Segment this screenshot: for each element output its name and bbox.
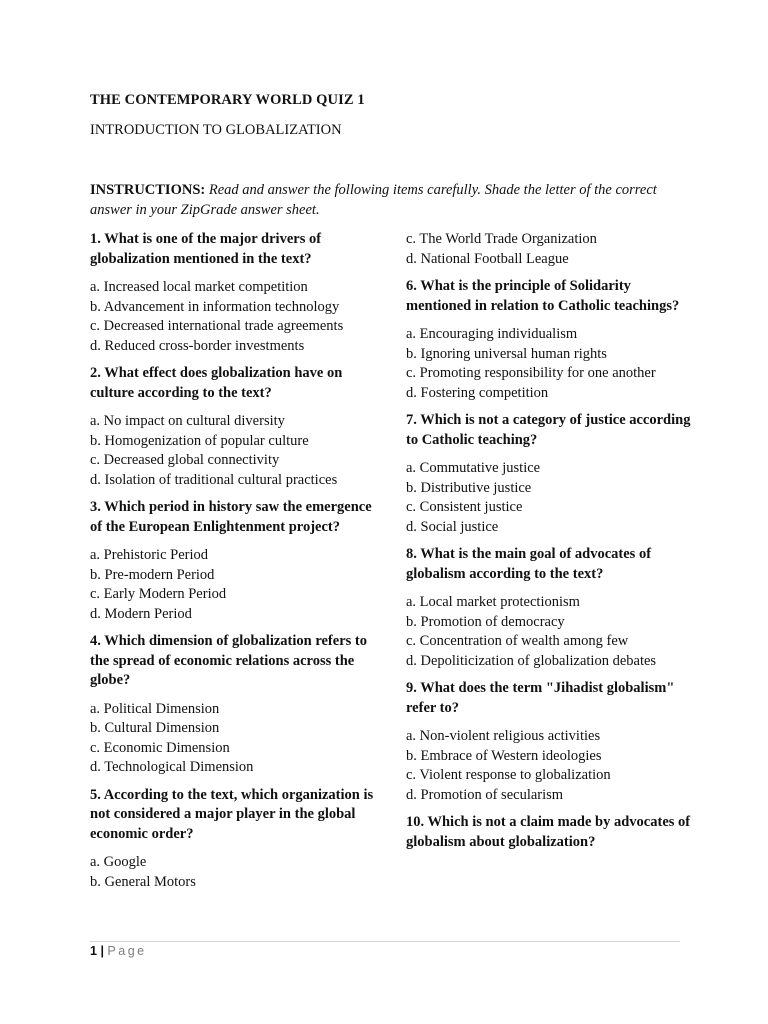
page-label: Page: [107, 944, 147, 958]
answer-option: d. Reduced cross-border investments: [90, 337, 305, 354]
question-text: 1. What is one of the major drivers of globalization mentioned in the text?: [90, 231, 322, 267]
question-text: 7. Which is not a category of justice according to Catholic teaching?: [406, 412, 691, 448]
page-footer: [90, 944, 147, 958]
left-question-column: [90, 230, 380, 900]
question-text: 2. What effect does globalization have on culture according to the text?: [90, 365, 343, 401]
answer-option: a. Commutative justice: [406, 460, 541, 476]
answer-option: c. Concentration of wealth among few: [406, 633, 629, 649]
answer-option: d. Depoliticization of globalization debates: [406, 652, 657, 669]
answer-options: [406, 727, 696, 805]
answer-option: a. No impact on cultural diversity: [90, 413, 285, 429]
answer-option: b. Distributive justice: [406, 479, 532, 496]
answer-option: c. Decreased global connectivity: [90, 452, 280, 468]
answer-options: [406, 459, 696, 537]
answer-option: c. Promoting responsibility for one another: [406, 365, 656, 381]
answer-options: [90, 546, 380, 624]
question-text: 5. According to the text, which organization is not considered a major player in the global economic order?: [90, 786, 374, 842]
answer-option: b. Advancement in information technology: [90, 298, 340, 315]
question-text: 10. Which is not a claim made by advocates of globalism about globalization?: [406, 814, 691, 850]
right-question-column: [406, 230, 696, 861]
document-subtitle: INTRODUCTION TO GLOBALIZATION: [90, 122, 342, 138]
answer-option: c. Consistent justice: [406, 499, 523, 515]
answer-option: a. Local market protectionism: [406, 594, 580, 610]
answer-option: c. The World Trade Organization: [406, 231, 597, 247]
answer-option: b. Cultural Dimension: [90, 720, 220, 736]
answer-option: c. Violent response to globalization: [406, 767, 611, 783]
page-separator: |: [100, 944, 104, 958]
answer-option: b. Embrace of Western ideologies: [406, 747, 602, 764]
answer-options: [90, 853, 380, 892]
answer-option: a. Google: [90, 854, 147, 870]
answer-option: a. Prehistoric Period: [90, 547, 208, 563]
answer-options: [90, 412, 380, 490]
instructions-text: Read and answer the following items carefully. Shade the letter of the correct answer in your ZipGrade answer sheet.: [90, 182, 657, 218]
footer-divider: [90, 941, 680, 942]
question-text: 6. What is the principle of Solidarity mentioned in relation to Catholic teachings?: [406, 278, 680, 314]
answer-option: c. Early Modern Period: [90, 586, 227, 602]
right-questions: [406, 277, 696, 852]
answer-option: d. Social justice: [406, 518, 499, 535]
question-text: 4. Which dimension of globalization refers to the spread of economic relations across the globe?: [90, 633, 367, 688]
answer-option: b. General Motors: [90, 873, 196, 890]
answer-option: d. Isolation of traditional cultural practices: [90, 471, 338, 488]
answer-options: [90, 278, 380, 356]
continued-options: [406, 230, 696, 269]
answer-option: d. Modern Period: [90, 605, 192, 622]
instructions-label: INSTRUCTIONS:: [90, 182, 206, 198]
answer-option: b. Ignoring universal human rights: [406, 345, 607, 362]
answer-option: b. Pre-modern Period: [90, 566, 215, 583]
answer-option: a. Increased local market competition: [90, 279, 308, 295]
answer-option: b. Homogenization of popular culture: [90, 432, 309, 449]
answer-option: a. Non-violent religious activities: [406, 728, 601, 744]
question-text: 8. What is the main goal of advocates of globalism according to the text?: [406, 546, 652, 582]
answer-option: a. Encouraging individualism: [406, 326, 578, 342]
answer-option: d. Fostering competition: [406, 384, 549, 401]
instructions-block: [90, 180, 670, 220]
answer-option: b. Promotion of democracy: [406, 613, 565, 630]
document-title: THE CONTEMPORARY WORLD QUIZ 1: [90, 92, 365, 108]
answer-options: [406, 593, 696, 671]
question-text: 9. What does the term "Jihadist globalism" refer to?: [406, 680, 675, 716]
answer-options: [90, 700, 380, 778]
page-number: 1: [90, 944, 97, 958]
answer-option: c. Economic Dimension: [90, 739, 230, 756]
answer-option: a. Political Dimension: [90, 700, 220, 717]
answer-option: d. Promotion of secularism: [406, 786, 564, 803]
question-text: 3. Which period in history saw the emergence of the European Enlightenment project?: [90, 499, 372, 535]
answer-option: d. Technological Dimension: [90, 759, 254, 775]
answer-options: [406, 325, 696, 403]
answer-option: d. National Football League: [406, 250, 569, 267]
answer-option: c. Decreased international trade agreements: [90, 318, 344, 334]
